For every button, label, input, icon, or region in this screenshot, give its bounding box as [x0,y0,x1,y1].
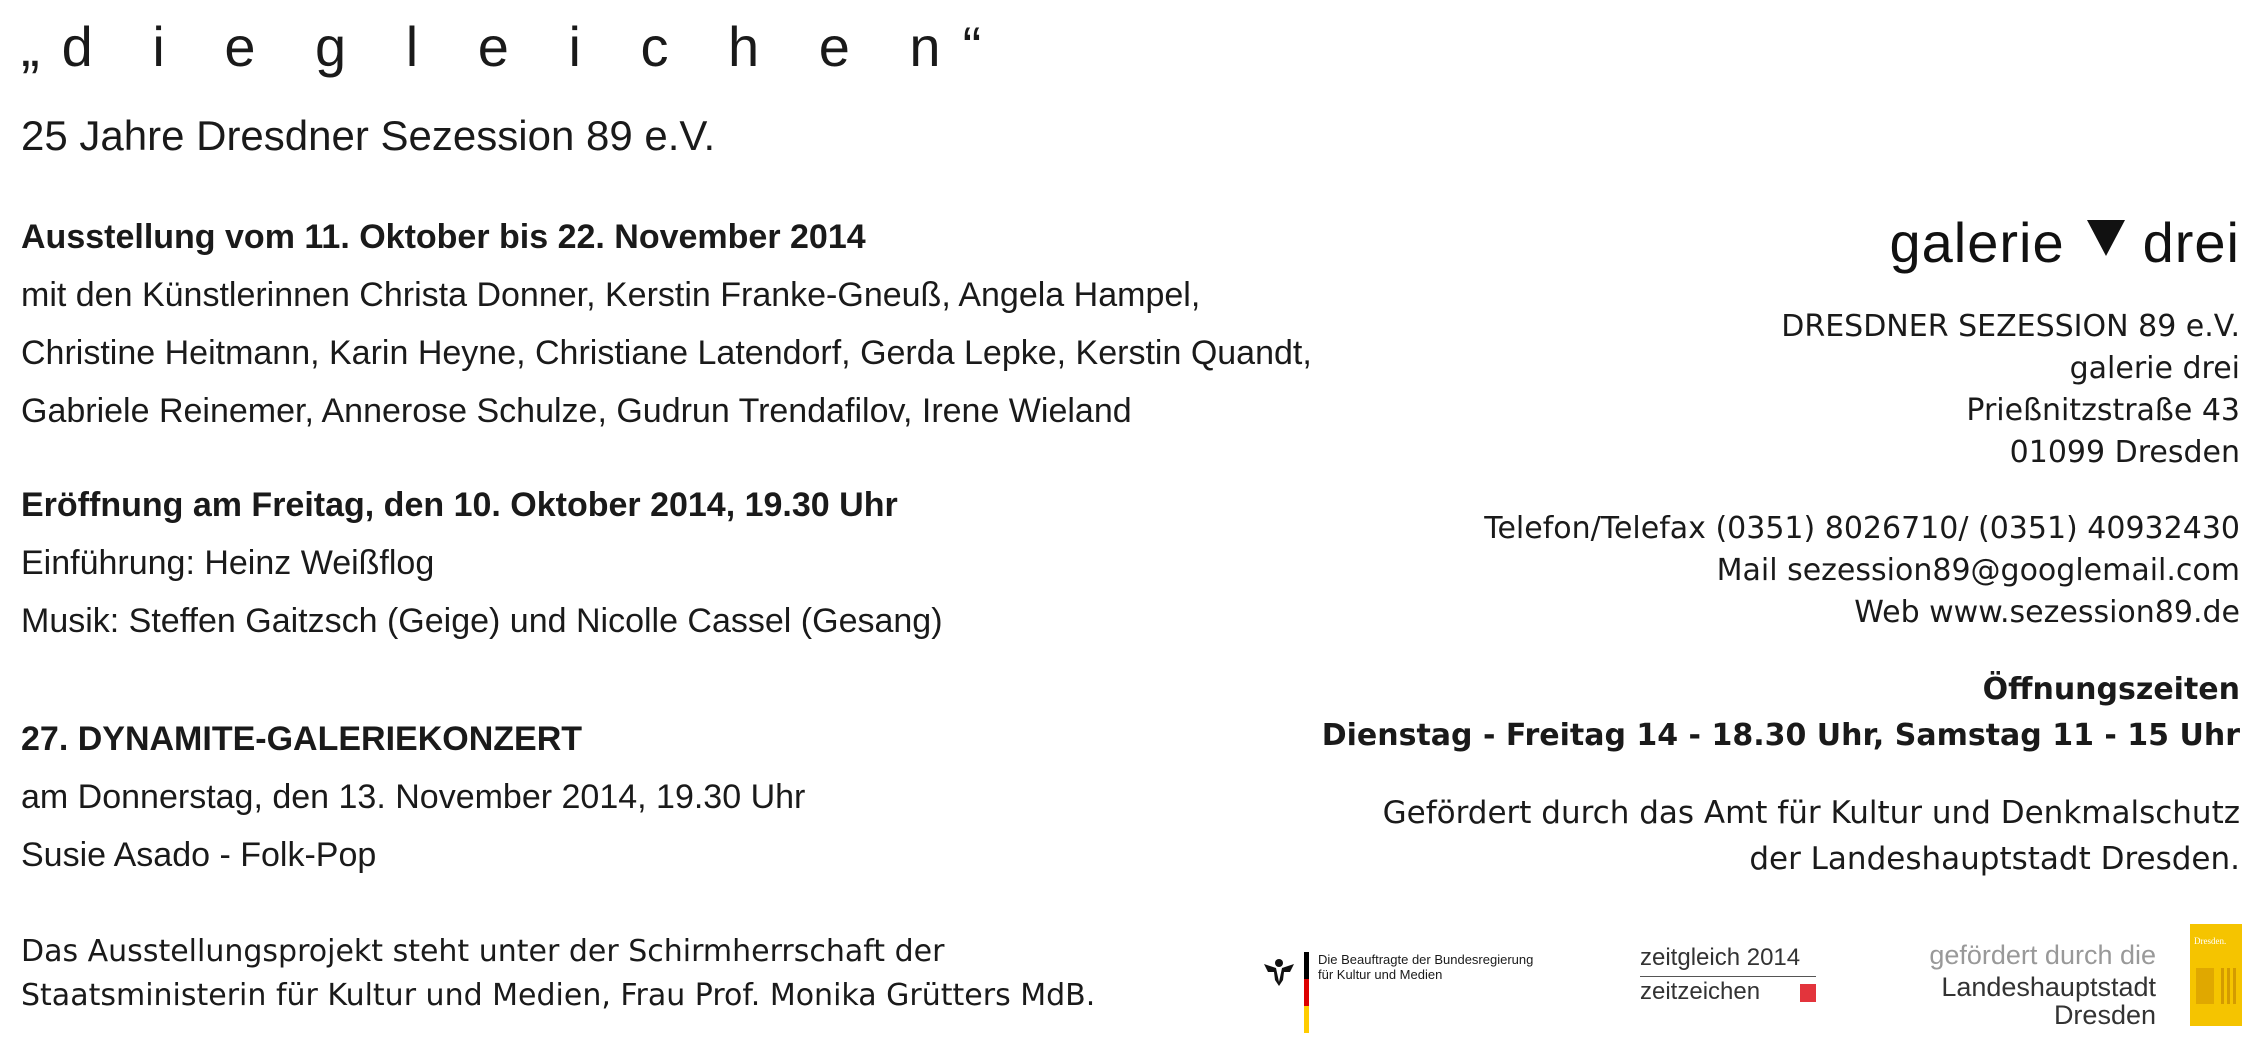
address-line: 01099 Dresden [2009,435,2240,470]
opening-hours: Dienstag - Freitag 14 - 18.30 Uhr, Samstag 11 - 15 Uhr [1321,718,2240,753]
bkm-logo [1262,948,1592,1038]
zeitzeichen-line: zeitzeichen [1640,978,1761,1005]
flag-stripes [1304,952,1309,1032]
dresden-funded-line: gefördert durch die [1929,940,2156,970]
phone-line: Telefon/Telefax (0351) 8026710/ (0351) 40932430 [1484,511,2240,546]
galerie-drei-logo [1890,210,2241,275]
address-line: Prießnitzstraße 43 [1966,393,2240,428]
exhibition-line: Christine Heitmann, Karin Heyne, Christiane Latendorf, Gerda Lepke, Kerstin Quandt, [21,334,1312,372]
address-line: galerie drei [2069,351,2240,386]
concert-heading: 27. DYNAMITE-GALERIEKONZERT [21,720,583,758]
triangle-down-icon [2087,220,2125,256]
dresden-flag-icon [2190,924,2242,1026]
concert-line: am Donnerstag, den 13. November 2014, 19.30 Uhr [21,778,806,816]
federal-eagle-icon [1262,954,1296,988]
opening-heading: Eröffnung am Freitag, den 10. Oktober 2014, 19.30 Uhr [21,486,898,524]
funding-line: Gefördert durch das Amt für Kultur und Denkmalschutz [1382,795,2240,831]
patronage-note [21,930,1095,1018]
lion-icon [2196,968,2214,1004]
gallery-address [1781,306,2240,474]
invitation-subtitle: 25 Jahre Dresdner Sezession 89 e.V. [21,112,716,159]
funding-line: der Landeshauptstadt Dresden. [1749,841,2240,877]
opening-hours-heading: Öffnungszeiten [1982,672,2240,707]
exhibition-line: Gabriele Reinemer, Annerose Schulze, Gudrun Trendafilov, Irene Wieland [21,392,1132,430]
exhibition-heading: Ausstellung vom 11. Oktober bis 22. November 2014 [21,218,866,256]
exhibition-line: mit den Künstlerinnen Christa Donner, Kerstin Franke-Gneuß, Angela Hampel, [21,276,1201,314]
address-line: DRESDNER SEZESSION 89 e.V. [1781,309,2240,344]
patronage-line: Das Ausstellungsprojekt steht unter der Schirmherrschaft der [21,934,945,969]
coat-of-arms-bars-icon [2218,968,2236,1004]
logo-word-left: galerie [1889,211,2065,274]
opening-line: Einführung: Heinz Weißflog [21,544,435,582]
gallery-contact [1484,508,2240,634]
funding-note [1383,790,2240,882]
dresden-logo [1929,924,2242,1030]
red-square-icon [1800,984,1816,1002]
dresden-funded-line: Landeshauptstadt [1941,972,2156,1002]
email-link[interactable]: Mail sezession89@googlemail.com [1716,553,2240,588]
logo-word-right: drei [2142,211,2240,274]
zeitgleich-logo [1640,944,1830,1004]
dresden-flag-text: Dresden. [2194,936,2227,946]
dresden-funded-line: Dresden [2053,1000,2156,1030]
patronage-line: Staatsministerin für Kultur und Medien, Frau Prof. Monika Grütters MdB. [21,978,1096,1013]
bkm-line: Die Beauftragte der Bundesregierung [1318,952,1534,967]
invitation-title: „d i e g l e i c h e n“ [21,15,1004,78]
opening-line: Musik: Steffen Gaitzsch (Geige) und Nicolle Cassel (Gesang) [21,602,943,640]
website-link[interactable]: Web www.sezession89.de [1854,595,2240,630]
zeitgleich-line: zeitgleich 2014 [1640,944,1801,971]
bkm-line: für Kultur und Medien [1318,967,1443,982]
concert-line: Susie Asado - Folk-Pop [21,836,377,874]
